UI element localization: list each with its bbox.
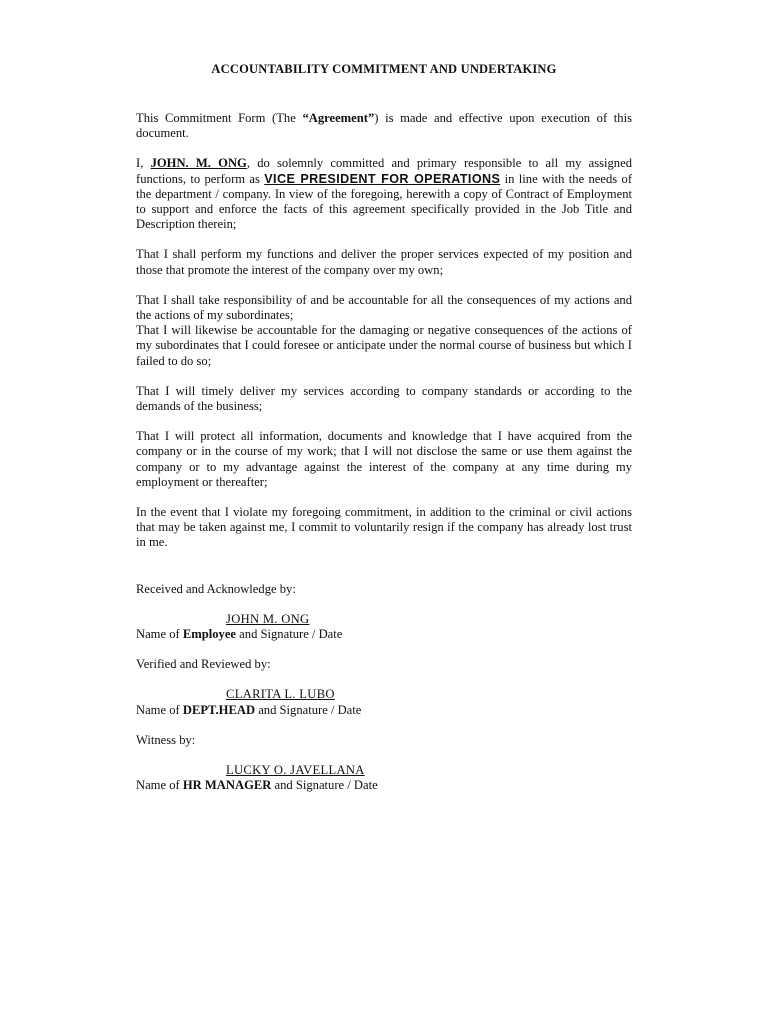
paragraph-perform: That I shall perform my functions and deliver the proper services expected of my position and those that promote the interest of the company over my own; bbox=[136, 247, 632, 277]
hr-manager-signature-name: LUCKY O. JAVELLANA bbox=[226, 763, 365, 778]
paragraph-protect-info: That I will protect all information, documents and knowledge that I have acquired from the company or in the course of my work; that I will not disclose the same or use them against the company or to my advantage against the interest of the company at any time during my employment or thereafter; bbox=[136, 429, 632, 489]
document-page bbox=[136, 62, 632, 794]
employee-name-inline: JOHN. M. ONG bbox=[150, 156, 247, 171]
paragraph-commitment bbox=[136, 156, 632, 232]
hr-manager-caption bbox=[136, 778, 632, 793]
paragraph-violation: In the event that I violate my foregoing commitment, in addition to the criminal or civil actions that may be taken against me, I commit to voluntarily resign if the company has already lost trust in me. bbox=[136, 505, 632, 550]
verified-label: Verified and Reviewed by: bbox=[136, 657, 271, 672]
hr-manager-role: HR MANAGER bbox=[182, 778, 272, 793]
position-title: VICE PRESIDENT FOR OPERATIONS bbox=[264, 171, 501, 186]
text: , do solemnly committed and primary responsible to all my assigned functions, to perform as bbox=[136, 156, 632, 186]
dept-head-role: DEPT.HEAD bbox=[182, 702, 256, 717]
document-title: ACCOUNTABILITY COMMITMENT AND UNDERTAKING bbox=[211, 62, 557, 76]
employee-caption bbox=[136, 627, 632, 642]
text: Name of bbox=[136, 627, 183, 642]
paragraph-responsibility: That I shall take responsibility of and be accountable for all the consequences of my actions and the actions of my subordinates; bbox=[136, 292, 632, 323]
text: and Signature / Date bbox=[271, 778, 378, 793]
dept-head-signature-name: CLARITA L. LUBO bbox=[226, 687, 335, 702]
text: Name of bbox=[136, 702, 183, 717]
text: and Signature / Date bbox=[236, 627, 343, 642]
text: ) is made and effective upon execution of this document. bbox=[136, 111, 632, 141]
paragraph-subordinates: That I will likewise be accountable for the damaging or negative consequences of the actions of my subordinates that I could foresee or anticipate under the normal course of business but which I failed to do so; bbox=[136, 323, 632, 368]
employee-signature-name: JOHN M. ONG bbox=[226, 611, 310, 626]
received-label: Received and Acknowledge by: bbox=[136, 581, 296, 596]
text: This Commitment Form (The bbox=[136, 111, 303, 125]
signature-section bbox=[136, 566, 632, 794]
text: and Signature / Date bbox=[255, 702, 362, 717]
text: I, bbox=[136, 156, 151, 171]
agreement-term: “Agreement” bbox=[302, 111, 375, 125]
paragraph-timely: That I will timely deliver my services according to company standards or according to the demands of the business; bbox=[136, 383, 632, 414]
paragraph-agreement bbox=[136, 111, 632, 141]
text: Name of bbox=[136, 778, 183, 793]
dept-head-caption bbox=[136, 703, 632, 718]
employee-role: Employee bbox=[182, 627, 237, 642]
witness-label: Witness by: bbox=[136, 732, 196, 747]
text: in line with the needs of the department / company. In view of the foregoing, herewith a copy of Contract of Employment to support and enforce the facts of this agreement specifically provided in the Job Title and Description therein; bbox=[136, 171, 633, 232]
